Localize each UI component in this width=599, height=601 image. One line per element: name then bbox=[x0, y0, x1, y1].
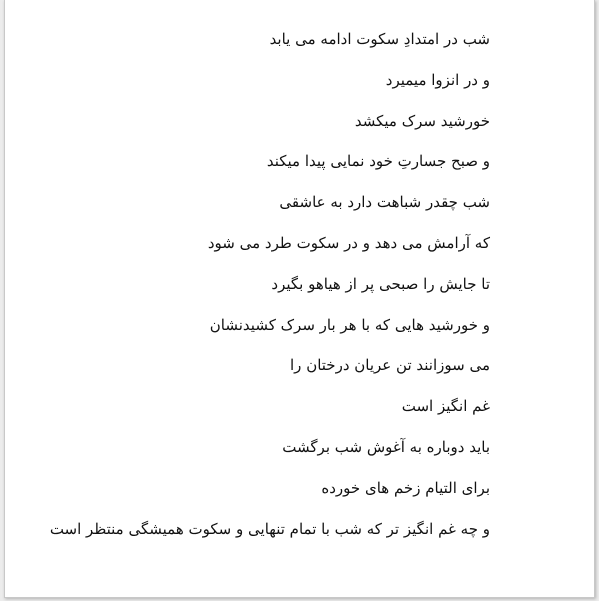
poem-line-10: غم انگیز است bbox=[401, 397, 490, 416]
poem-line-3: خورشید سرک میکشد bbox=[354, 111, 490, 130]
poem-line-8: و خورشید هایی که با هر بار سرک کشیدنشان bbox=[209, 315, 490, 334]
poem-line-4: و صبح جسارتِ خود نمایی پیدا میکند bbox=[266, 152, 490, 171]
poem-line-7: تا جایش را صبحی پر از هیاهو بگیرد bbox=[271, 274, 490, 293]
poem-line-2: و در انزوا میمیرد bbox=[385, 70, 490, 89]
poem-line-13: و چه غم انگیز تر که شب با تمام تنهایی و سکوت همیشگی منتظر است bbox=[49, 519, 490, 538]
poem-line-1: شب در امتدادِ سکوت ادامه می یابد bbox=[269, 30, 490, 48]
poem-line-9: می سوزانند تن عریان درختان را bbox=[290, 356, 490, 375]
poem-line-12: برای التیام زخم های خورده bbox=[321, 478, 490, 497]
poem-line-5: شب چقدر شباهت دارد به عاشقی bbox=[279, 193, 490, 212]
document-page bbox=[4, 0, 595, 598]
poem-body bbox=[49, 22, 490, 552]
poem-line-6: که آرامش می دهد و در سکوت طرد می شود bbox=[207, 233, 490, 252]
poem-line-11: باید دوباره به آغوش شب برگشت bbox=[282, 437, 490, 456]
